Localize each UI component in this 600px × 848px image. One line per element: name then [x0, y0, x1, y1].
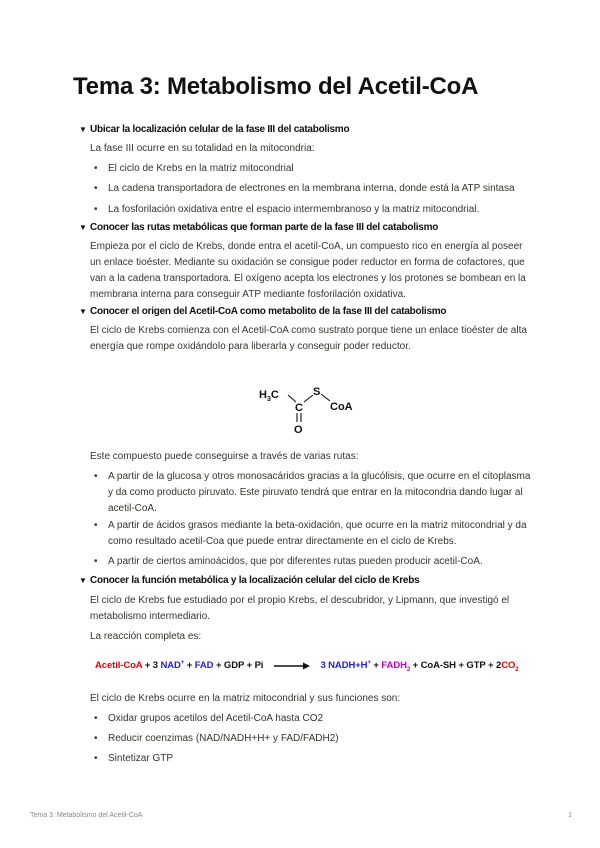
toggle-heading-fase-iii[interactable] [79, 124, 349, 135]
list-item [94, 711, 533, 727]
list-item [94, 181, 533, 197]
paragraph: El ciclo de Krebs comienza con el Acetil-CoA como sustrato porque tiene un enlace tioéster de alta energía que rompe oxidándolo para liberarla y conseguir poder reductor. [90, 325, 527, 352]
footer-title: Tema 3: Metabolismo del Acetil-CoA [30, 812, 143, 819]
eq-operator: + CoA-SH + GTP + [410, 660, 497, 672]
bullet-icon: • [94, 753, 98, 764]
list-item-text: Oxidar grupos acetilos del Acetil-CoA hasta CO2 [108, 713, 324, 724]
nadh-term: 3 NADH+H+ [320, 660, 371, 672]
list-item-text: A partir de ciertos aminoácidos, que por diferentes rutas pueden producir acetil-CoA. [108, 556, 483, 567]
list-item [94, 731, 533, 747]
list-item [94, 469, 533, 517]
paragraph: Este compuesto puede conseguirse a través de varias rutas: [90, 451, 359, 462]
list-item [94, 202, 533, 218]
paragraph: La reacción completa es: [90, 631, 202, 642]
eq-operator: + [184, 660, 195, 672]
bullet-icon: • [94, 163, 98, 174]
list-item-text: La cadena transportadora de electrones en la membrana interna, donde está la ATP sintasa [108, 183, 515, 194]
eq-operator: + [370, 660, 382, 672]
triangle-down-icon: ▼ [79, 307, 87, 316]
ch3-label: $H_3C$ [259, 389, 279, 403]
toggle-heading-text: Ubicar la localización celular de la fase III del catabolismo [90, 124, 350, 135]
co2-term: $CO_2$ [501, 660, 519, 674]
triangle-down-icon: ▼ [79, 223, 87, 232]
toggle-heading-text: Conocer las rutas metabólicas que forman parte de la fase III del catabolismo [90, 222, 439, 233]
bond-line [288, 395, 296, 402]
toggle-heading-origen[interactable] [79, 306, 446, 317]
fadh2-term: $FADH_2$ [381, 660, 411, 674]
list-item [94, 751, 533, 767]
paragraph: Empieza por el ciclo de Krebs, donde entra el acetil-CoA, un compuesto rico en energía al poseer un enlace tioéster. Mediante su oxidación se consigue poder reductor en forma de cofactores, que van a la cadena transportadora. El oxígeno acepta los electrones y los protones se bombean en la membrana interna para conseguir ATP mediante fosforilación oxidativa. [90, 241, 526, 300]
carbon-label: C [295, 402, 303, 414]
bullet-icon: • [94, 556, 98, 567]
bullet-icon: • [94, 471, 98, 482]
list-item [94, 161, 533, 177]
list-item-text: La fosforilación oxidativa entre el espacio intermembranoso y la matriz mitocondrial. [108, 204, 480, 215]
list-item-text: Sintetizar GTP [108, 753, 174, 764]
co2-coefficient: 2 [496, 660, 502, 672]
reaction-arrow-icon [274, 662, 310, 670]
footer-page-number: 1 [568, 812, 572, 819]
paragraph: El ciclo de Krebs fue estudiado por el propio Krebs, el descubridor, y Lipmann, que investigó el metabolismo intermediario. [90, 595, 510, 622]
toggle-heading-rutas[interactable] [79, 222, 438, 233]
paragraph: El ciclo de Krebs ocurre en la matriz mitocondrial y sus funciones son: [90, 693, 401, 704]
nad-term: NAD+ [160, 660, 185, 672]
paragraph: La fase III ocurre en su totalidad en la mitocondria: [90, 143, 315, 154]
eq-operator: + GDP + Pi [213, 660, 264, 672]
list-item-text: A partir de la glucosa y otros monosacáridos gracias a la glucólisis, que ocurre en el citoplasma y da como producto piruvato. Este piruvato tendrá que entrar en la mitocondria dando lugar al acetil-CoA. [108, 471, 531, 514]
acetyl-coa-structure [255, 380, 365, 436]
bond-line [321, 394, 330, 401]
bullet-icon: • [94, 204, 98, 215]
list-item-text: El ciclo de Krebs en la matriz mitocondrial [108, 163, 294, 174]
toggle-heading-ciclo-krebs[interactable] [79, 575, 419, 586]
bullet-icon: • [94, 733, 98, 744]
bullet-icon: • [94, 520, 98, 531]
krebs-reaction-equation [95, 660, 519, 673]
bullet-icon: • [94, 183, 98, 194]
fad-term: FAD [194, 660, 214, 672]
list-item-text: A partir de ácidos grasos mediante la beta-oxidación, que ocurre en la matriz mitocondrial y da como resultado acetil-Coa que puede entrar directamente en el ciclo de Krebs. [108, 520, 527, 547]
list-item [94, 554, 533, 570]
bullet-icon: • [94, 713, 98, 724]
coa-label: CoA [330, 401, 353, 413]
list-item [94, 518, 533, 550]
triangle-down-icon: ▼ [79, 125, 87, 134]
page-title: Tema 3: Metabolismo del Acetil-CoA [73, 73, 479, 100]
bond-line [304, 395, 313, 402]
toggle-heading-text: Conocer el origen del Acetil-CoA como metabolito de la fase III del catabolismo [90, 306, 447, 317]
list-item-text: Reducir coenzimas (NAD/NADH+H+ y FAD/FADH2) [108, 733, 339, 744]
triangle-down-icon: ▼ [79, 576, 87, 585]
eq-operator: + 3 [142, 660, 161, 672]
toggle-heading-text: Conocer la función metabólica y la localización celular del ciclo de Krebs [90, 575, 420, 586]
oxygen-label: O [294, 424, 303, 436]
sulfur-label: S [313, 386, 321, 398]
acetil-coa-term: Acetil-CoA [95, 660, 143, 672]
